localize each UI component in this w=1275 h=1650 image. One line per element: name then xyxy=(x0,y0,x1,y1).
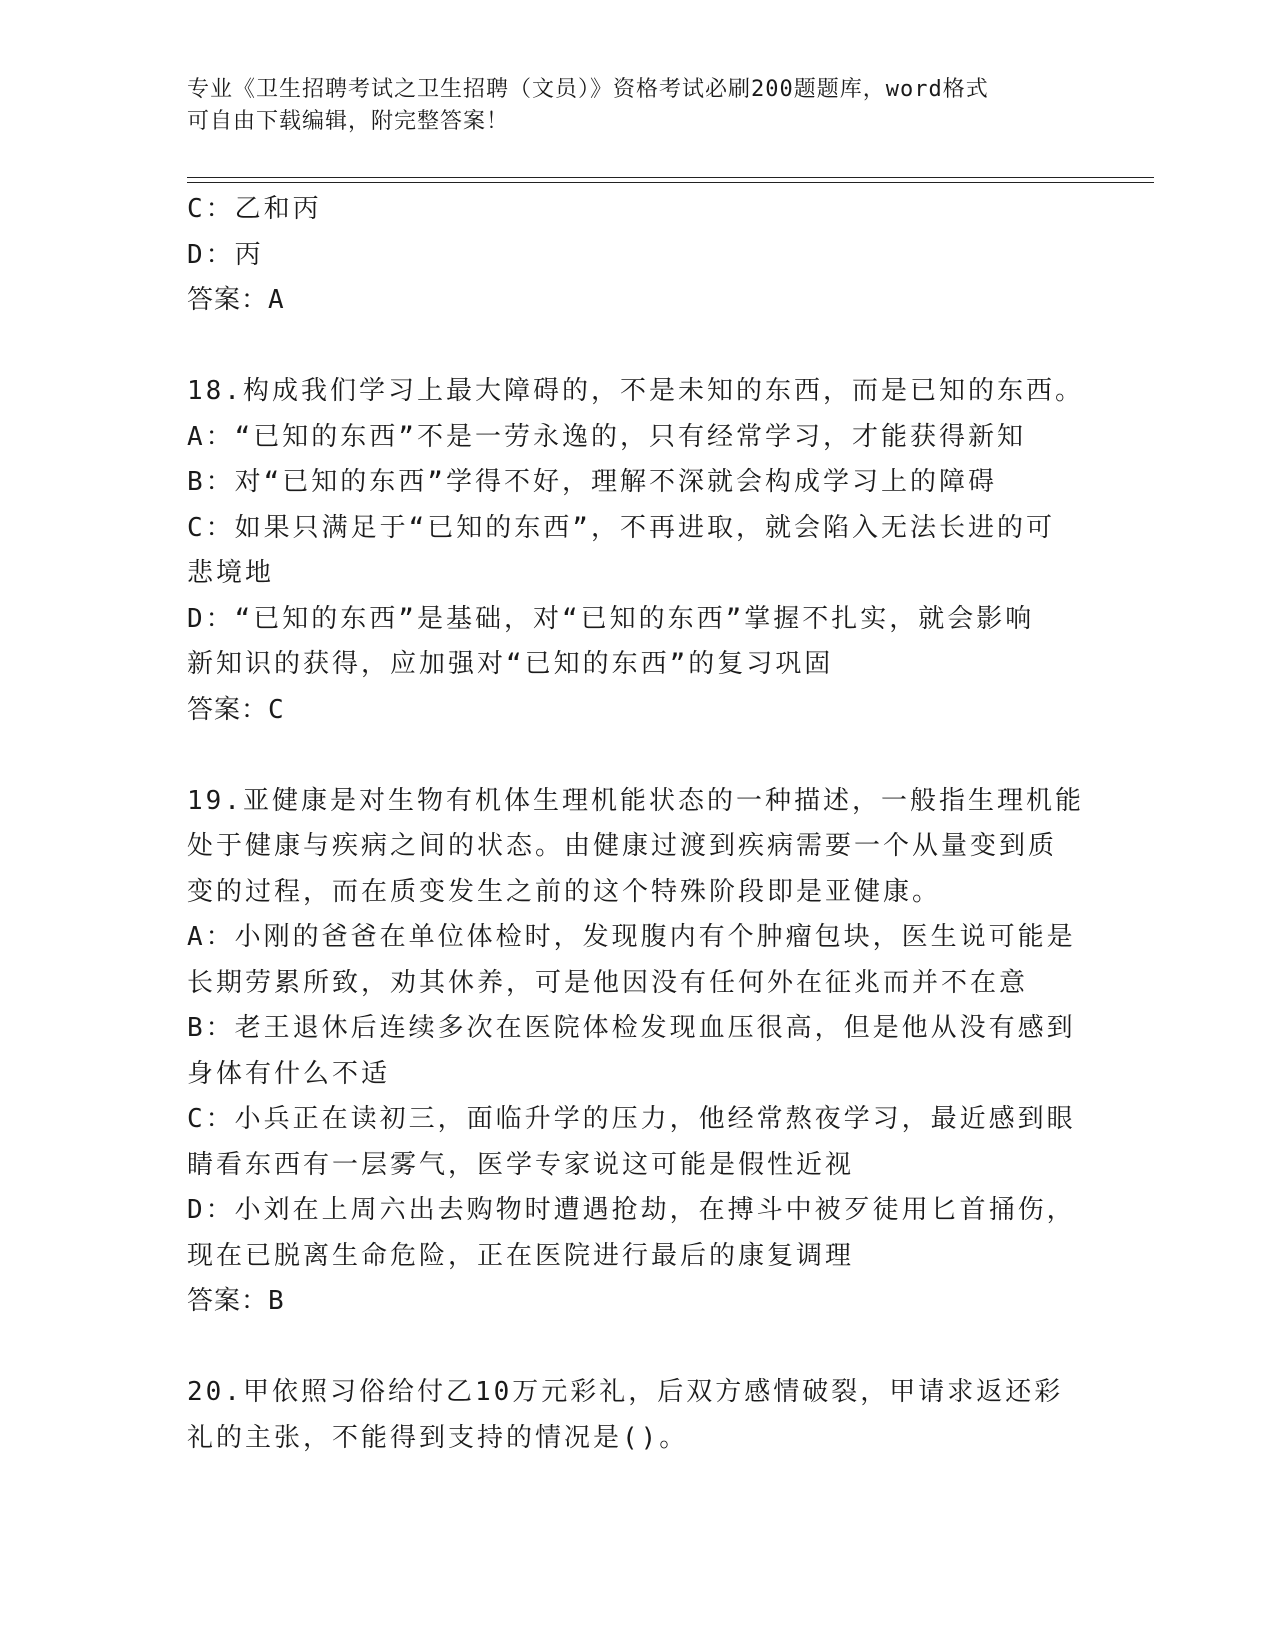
document-header xyxy=(187,74,1067,138)
question-stem: 20.甲依照习俗给付乙10万元彩礼，后双方感情破裂，甲请求返还彩 xyxy=(187,1377,1064,1407)
question-stem: 18.构成我们学习上最大障碍的，不是未知的东西，而是已知的东西。 xyxy=(187,376,1084,406)
question-stem: 19.亚健康是对生物有机体生理机能状态的一种描述，一般指生理机能 xyxy=(187,785,1084,816)
option-b: B：老王退休后连续多次在医院体检发现血压很高，但是他从没有感到 xyxy=(187,1013,1076,1043)
option-d-continued: 现在已脱离生命危险，正在医院进行最后的康复调理 xyxy=(187,1240,855,1271)
option-c: C：乙和丙 xyxy=(187,194,322,224)
question-stem-continued: 变的过程，而在质变发生之前的这个特殊阶段即是亚健康。 xyxy=(187,876,942,907)
header-divider-bottom xyxy=(187,182,1154,183)
option-d-continued: 新知识的获得，应加强对“已知的东西”的复习巩固 xyxy=(187,649,834,679)
answer: 答案：B xyxy=(187,1286,285,1316)
option-a-continued: 长期劳累所致，劝其休养，可是他因没有任何外在征兆而并不在意 xyxy=(187,967,1029,998)
option-c-continued: 睛看东西有一层雾气，医学专家说这可能是假性近视 xyxy=(187,1149,855,1180)
question-stem-continued: 礼的主张，不能得到支持的情况是()。 xyxy=(187,1422,689,1453)
option-d: D：“已知的东西”是基础，对“已知的东西”掌握不扎实，就会影响 xyxy=(187,603,1035,634)
header-line-1: 专业《卫生招聘考试之卫生招聘（文员）》资格考试必刷200题题库，word格式 xyxy=(187,77,989,102)
spacer xyxy=(187,324,1087,370)
question-stem-continued: 处于健康与疾病之间的状态。由健康过渡到疾病需要一个从量变到质 xyxy=(187,831,1058,861)
option-c: C：如果只满足于“已知的东西”，不再进取，就会陷入无法长进的可 xyxy=(187,512,1055,543)
previous-question-tail xyxy=(187,187,1087,324)
question-19 xyxy=(187,779,1087,1325)
option-d: D：小刘在上周六出去购物时遭遇抢劫，在搏斗中被歹徒用匕首捅伤， xyxy=(187,1195,1076,1225)
header-divider-top xyxy=(187,177,1154,178)
option-a: A：小刚的爸爸在单位体检时，发现腹内有个肿瘤包块，医生说可能是 xyxy=(187,922,1076,952)
option-d: D：丙 xyxy=(187,239,264,270)
question-20 xyxy=(187,1370,1087,1461)
option-b-continued: 身体有什么不适 xyxy=(187,1058,391,1089)
option-a: A：“已知的东西”不是一劳永逸的，只有经常学习，才能获得新知 xyxy=(187,421,1026,452)
option-c-continued: 悲境地 xyxy=(187,558,275,588)
spacer xyxy=(187,733,1087,779)
document-body xyxy=(187,187,1087,1461)
spacer xyxy=(187,1325,1087,1371)
answer: 答案：C xyxy=(187,694,285,725)
question-18 xyxy=(187,369,1087,733)
answer: 答案：A xyxy=(187,285,285,315)
option-b: B：对“已知的东西”学得不好，理解不深就会构成学习上的障碍 xyxy=(187,467,997,497)
header-line-2: 可自由下载编辑，附完整答案！ xyxy=(187,109,510,134)
option-c: C：小兵正在读初三，面临升学的压力，他经常熬夜学习，最近感到眼 xyxy=(187,1104,1076,1134)
